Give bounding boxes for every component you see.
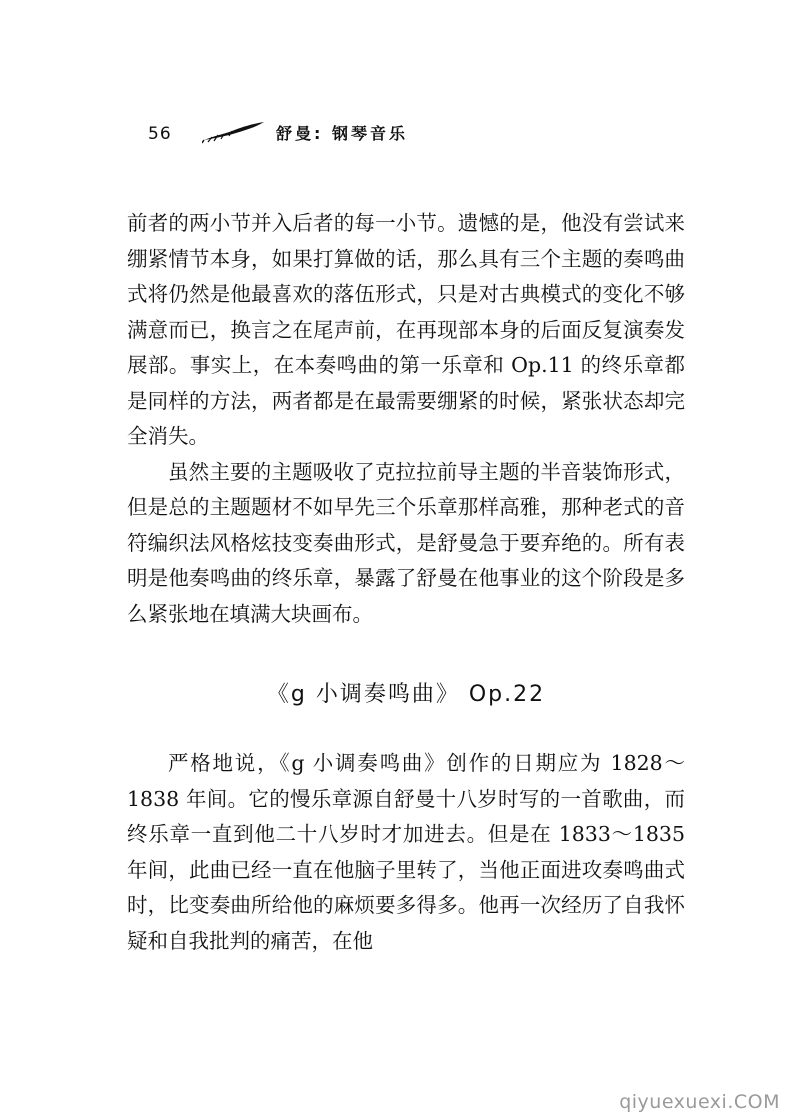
running-header	[148, 121, 508, 149]
section-heading: 《g 小调奏鸣曲》 Op.22	[266, 682, 546, 707]
page-number: 56	[148, 124, 172, 144]
paragraph-continued: 前者的两小节并入后者的每一小节。遗憾的是，他没有尝试来绷紧情节本身，如果打算做的话，那么具有三个主题的奏鸣曲式将仍然是他最喜欢的落伍形式，只是对古典模式的变化不够满意而已，换言之在尾声前，在再现部本身的后面反复演奏发展部。事实上，在本奏鸣曲的第一乐章和 Op.11 的终乐章都是同样的方法，两者都是在最需要绷紧的时候，紧张状态却完全消失。	[127, 211, 685, 448]
paragraph: 严格地说，《g 小调奏鸣曲》创作的日期应为 1828～1838 年间。它的慢乐章源自舒曼十八岁时写的一首歌曲，而终乐章一直到他二十八岁时才加进去。但是在 1833～1835 年间，此曲已经一直在他脑子里转了，当他正面进攻奏鸣曲式时，比变奏曲所给他的麻烦要多得多。他再一次经历了自我怀疑和自我批判的痛苦，在他	[127, 751, 685, 953]
site-watermark: qiyuexuexi.COM	[619, 1091, 780, 1113]
text-block-lower	[127, 746, 685, 959]
text-block-upper	[127, 206, 685, 632]
running-title: 舒曼: 钢琴音乐	[276, 124, 408, 143]
paragraph: 虽然主要的主题吸收了克拉拉前导主题的半音装饰形式，但是总的主题题材不如早先三个乐章那样高雅，那种老式的音符编织法风格炫技变奏曲形式，是舒曼急于要弃绝的。所有表明是他奏鸣曲的终乐章，暴露了舒曼在他事业的这个阶段是多么紧张地在填满大块画布。	[127, 459, 685, 626]
quill-pen-icon	[202, 121, 266, 145]
